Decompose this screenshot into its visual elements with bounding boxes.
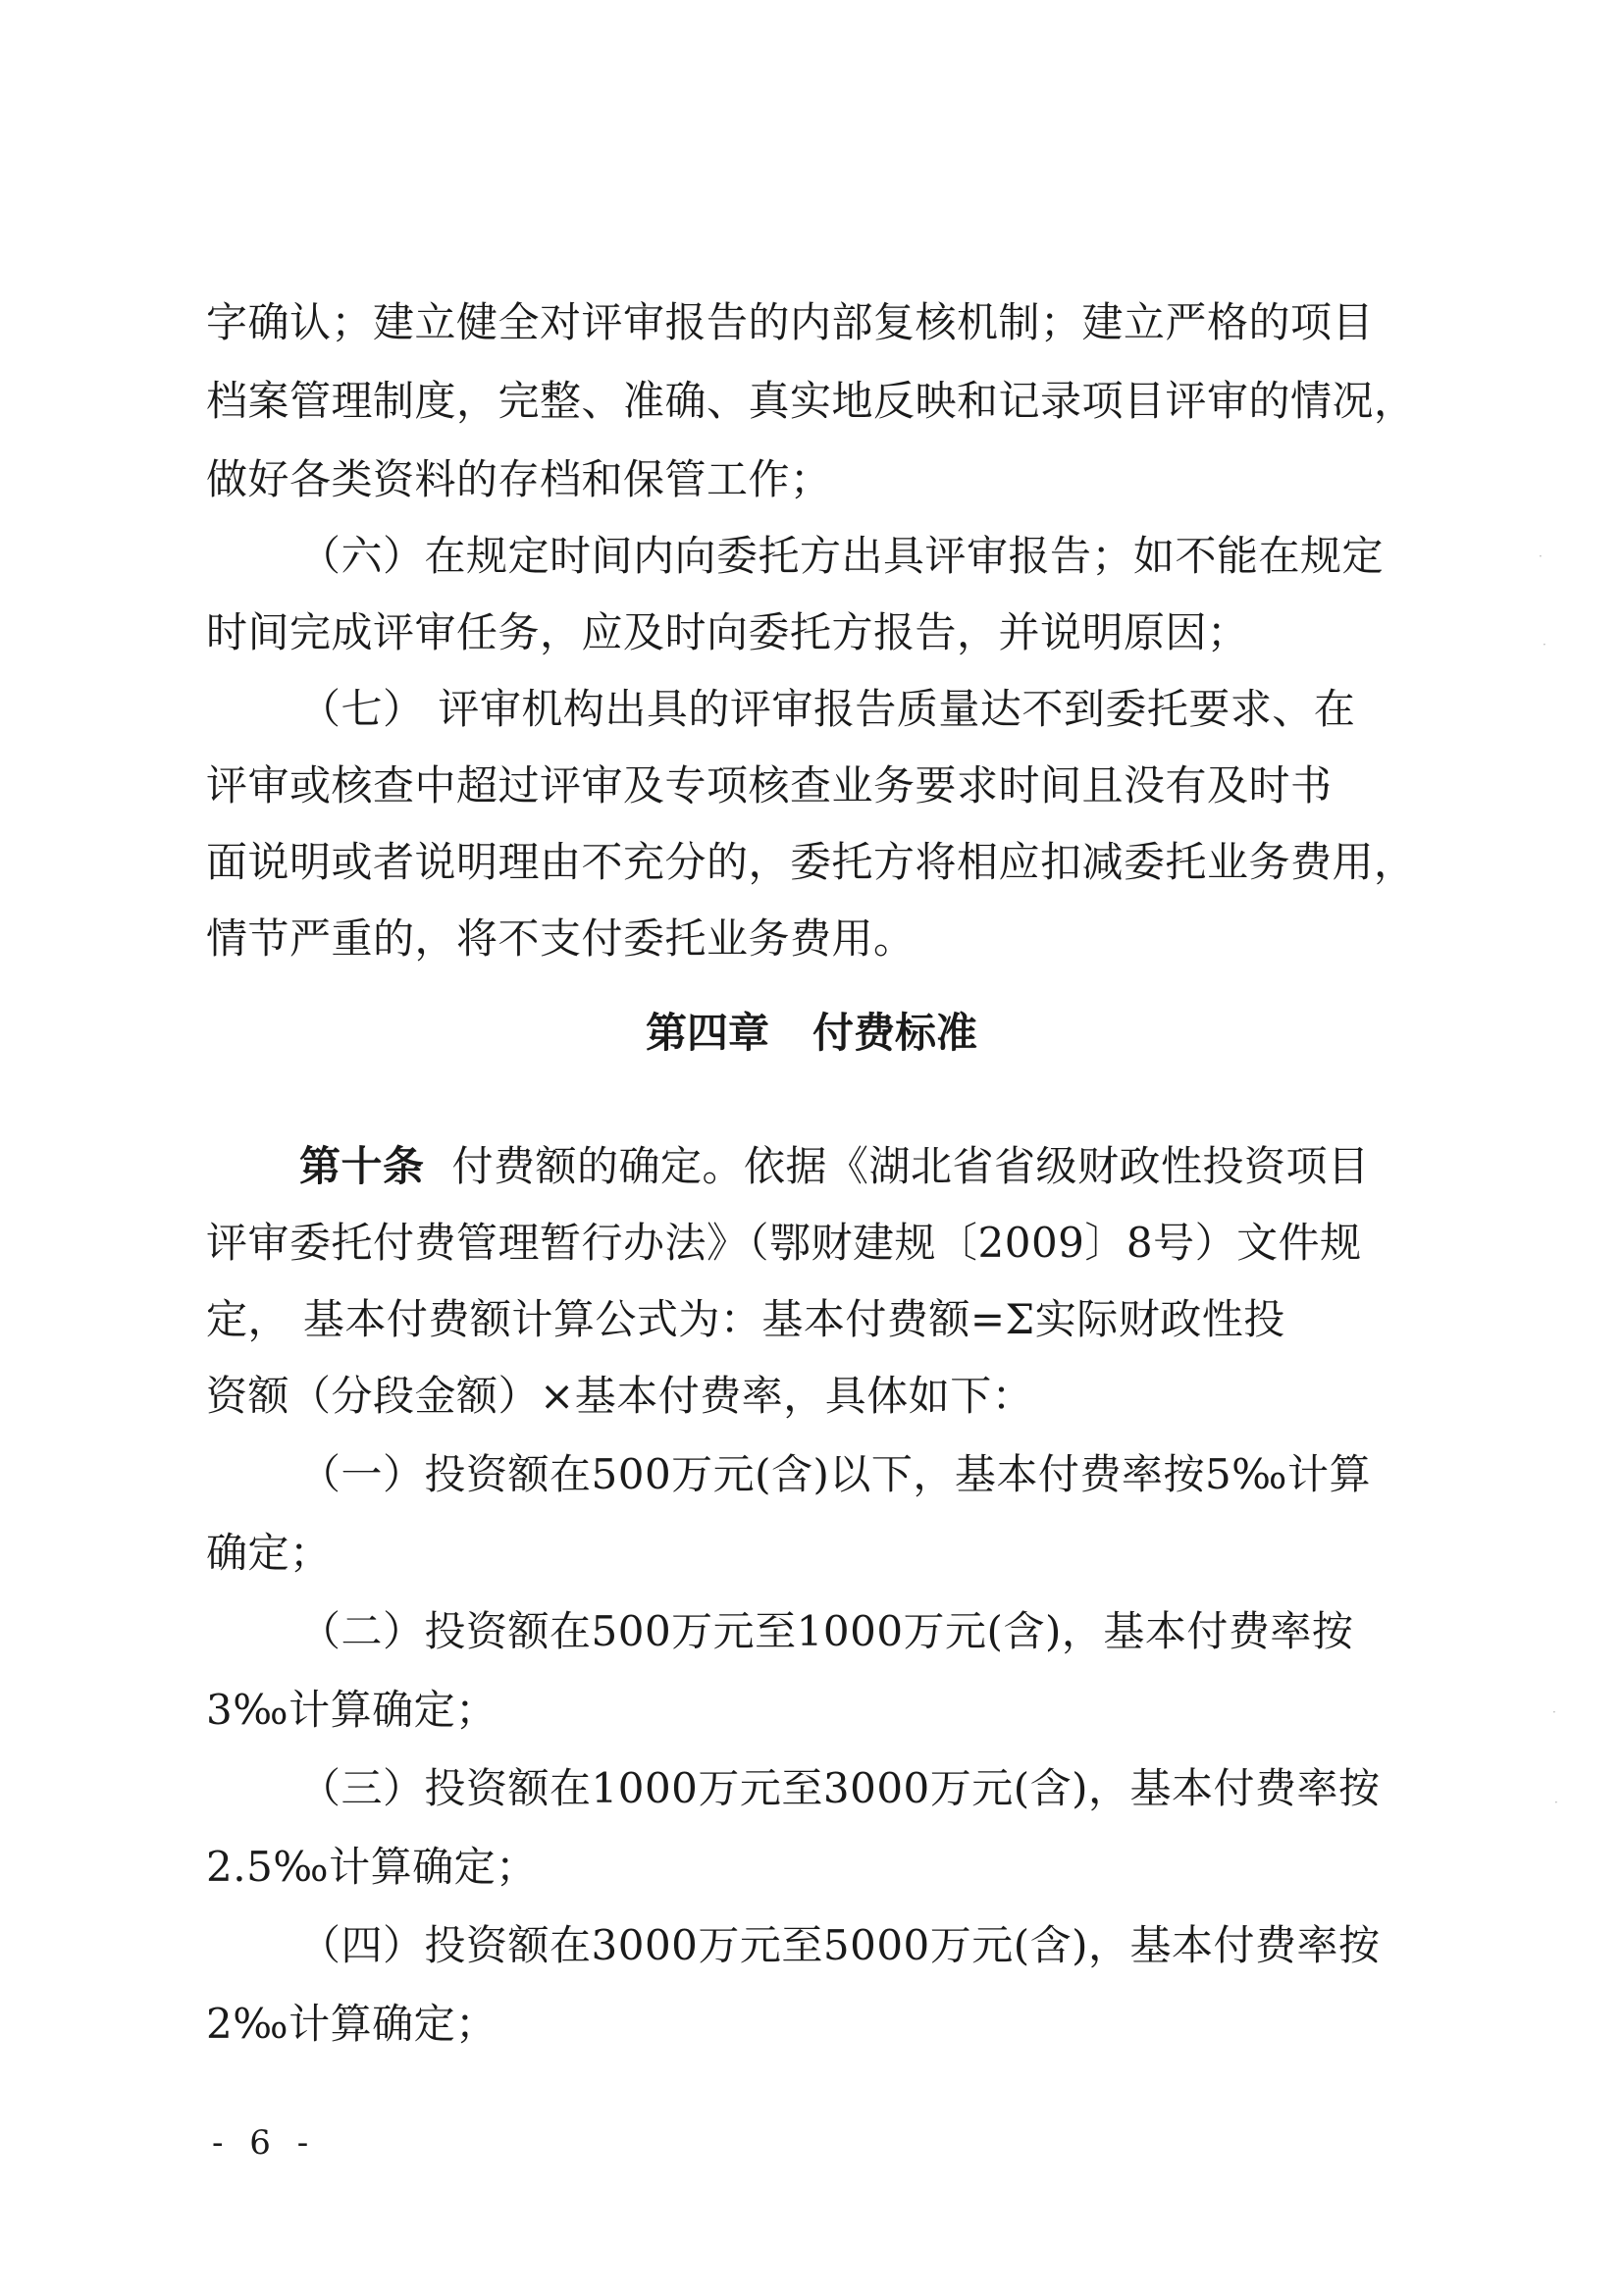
scan-speck: · xyxy=(1543,638,1546,652)
body-line: （四）投资额在3000万元至5000万元(含)，基本付费率按 xyxy=(299,1921,1381,1969)
scan-speck: · xyxy=(1554,1796,1558,1809)
article-first-line xyxy=(299,1138,1370,1195)
article-heading: 第十条 xyxy=(299,1142,425,1190)
body-line: 评审委托付费管理暂行办法》（鄂财建规〔2009〕8号）文件规 xyxy=(206,1219,1362,1267)
body-line: （七） 评审机构出具的评审报告质量达不到委托要求、在 xyxy=(299,685,1356,733)
body-line: （二）投资额在500万元至1000万元(含)，基本付费率按 xyxy=(299,1607,1354,1655)
body-line: 3‰计算确定； xyxy=(206,1686,497,1734)
body-line: 档案管理制度，完整、准确、真实地反映和记录项目评审的情况， xyxy=(206,377,1416,425)
body-line: 时间完成评审任务，应及时向委托方报告，并说明原因； xyxy=(206,608,1249,656)
body-line: （三）投资额在1000万元至3000万元(含)，基本付费率按 xyxy=(299,1764,1381,1812)
body-line: 面说明或者说明理由不充分的，委托方将相应扣减委托业务费用， xyxy=(206,838,1416,886)
chapter-number: 第四章 xyxy=(645,1009,769,1057)
body-line: （一）投资额在500万元(含)以下，基本付费率按5‰计算 xyxy=(299,1450,1372,1498)
page-number: - 6 - xyxy=(212,2123,317,2163)
chapter-name: 付费标准 xyxy=(812,1009,978,1057)
body-line: 2.5‰计算确定； xyxy=(206,1843,538,1891)
body-line: 评审或核查中超过评审及专项核查业务要求时间且没有及时书 xyxy=(206,761,1333,809)
body-line: 2‰计算确定； xyxy=(206,2000,497,2048)
body-line: 资额（分段金额）×基本付费率，具体如下： xyxy=(206,1372,1034,1420)
scan-speck: · xyxy=(1539,549,1543,563)
body-line: 确定； xyxy=(206,1529,332,1577)
chapter-title xyxy=(0,1005,1623,1062)
scan-speck: · xyxy=(1552,1705,1556,1719)
body-line: 定， 基本付费额计算公式为：基本付费额=Σ实际财政性投 xyxy=(206,1295,1285,1343)
body-line: （六）在规定时间内向委托方出具评审报告；如不能在规定 xyxy=(299,532,1385,580)
body-line: 字确认；建立健全对评审报告的内部复核机制；建立严格的项目 xyxy=(206,298,1375,346)
body-line: 做好各类资料的存档和保管工作； xyxy=(206,455,832,503)
article-first-line-text: 付费额的确定。依据《湖北省省级财政性投资项目 xyxy=(451,1142,1370,1190)
body-line: 情节严重的，将不支付委托业务费用。 xyxy=(206,914,916,963)
